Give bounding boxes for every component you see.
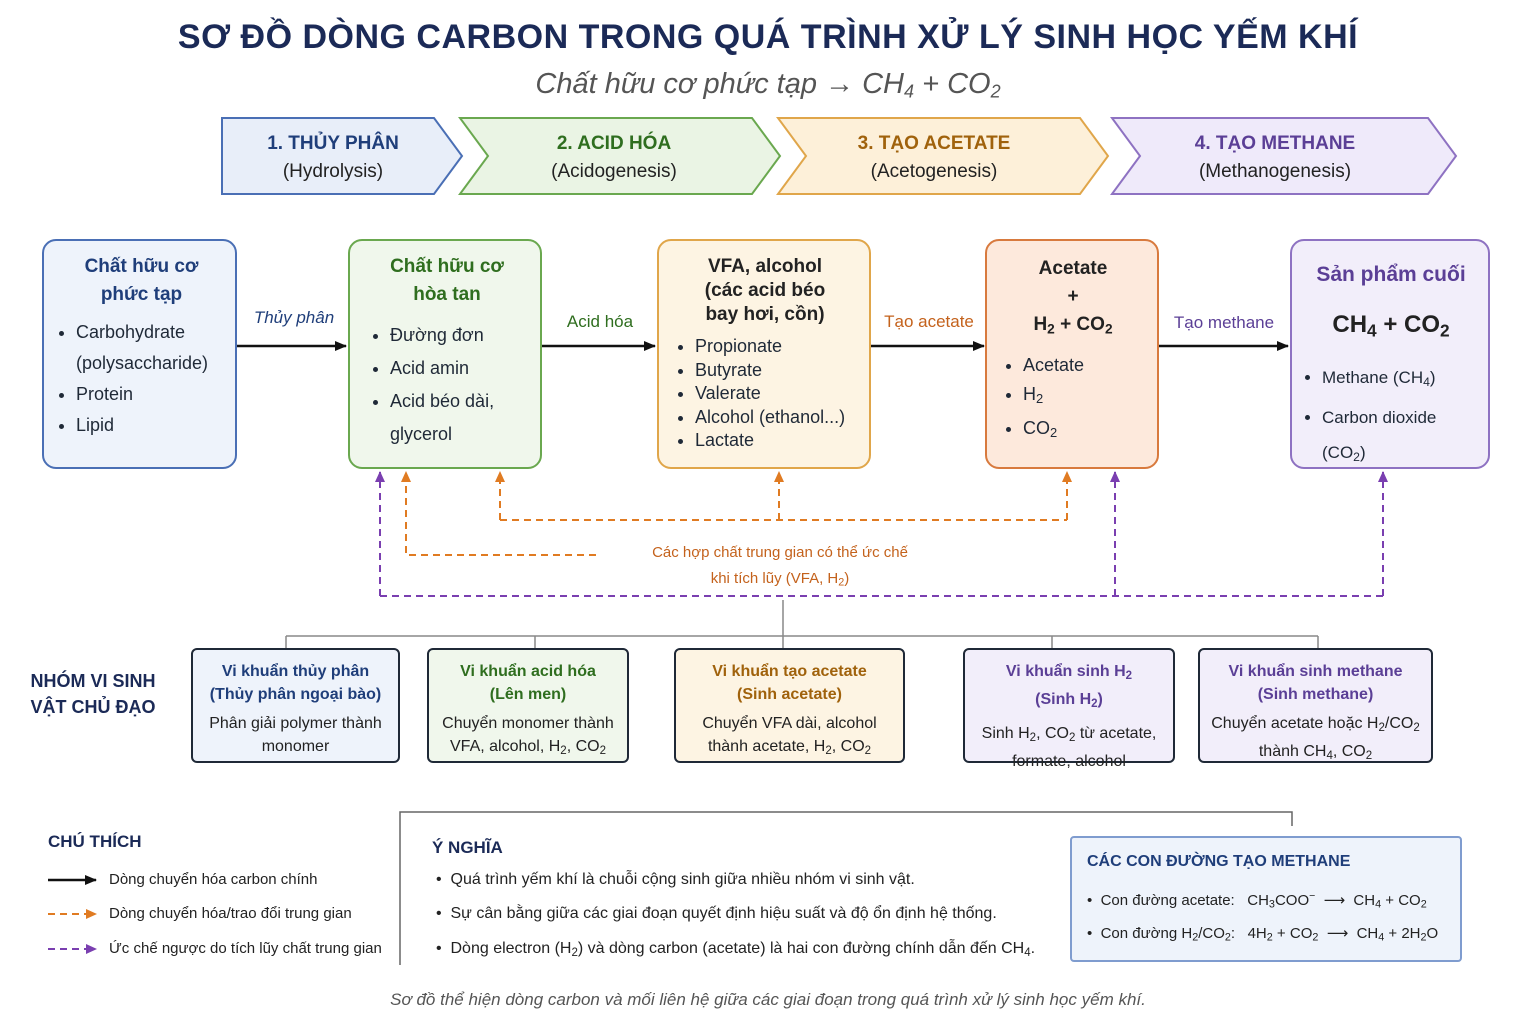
stage-1-label: 1. THỦY PHÂN (Hydrolysis) xyxy=(267,133,399,182)
pathway-h2-co2: • Con đường $H_2/CO_2$: $4H_2 + CO_2$ ⟶ $CH_4 + 2H_2O$ xyxy=(1087,925,1439,944)
legend-item-main: Dòng chuyển hóa carbon chính xyxy=(109,871,318,888)
footer-caption: Sơ đồ thể hiện dòng carbon và mối liên hệ giữa các giai đoạn trong quá trình xử lý sinh học yếm khí. xyxy=(390,990,1146,1009)
edge-label-acidogenesis: Acid hóa xyxy=(566,312,634,331)
stage-2-label: 2. ACID HÓA (Acidogenesis) xyxy=(551,133,677,182)
stage-4-label: 4. TẠO METHANE (Methanogenesis) xyxy=(1194,133,1356,182)
microbe-hydrolytic: Vi khuẩn thủy phân (Thủy phân ngoại bào) Phân giải polymer thành monomer xyxy=(191,648,400,763)
legend-item-intermediate: Dòng chuyển hóa/trao đổi trung gian xyxy=(109,905,352,922)
microbe-connectors xyxy=(286,600,1318,648)
page-subtitle: Chất hữu cơ phức tạp → $CH_4 + CO_2$ xyxy=(535,68,1001,102)
legend-title: CHÚ THÍCH xyxy=(48,832,142,851)
inhibition-note: Các hợp chất trung gian có thể ức chế khi tích lũy (VFA, $H_2$) xyxy=(652,544,908,589)
meaning-item-1: • Quá trình yếm khí là chuỗi cộng sinh giữa nhiều nhóm vi sinh vật. xyxy=(436,871,915,888)
microbe-section-label: NHÓM VI SINH VẬT CHỦ ĐẠO xyxy=(30,671,156,717)
methane-pathways-box xyxy=(1070,836,1462,962)
box-soluble-organics: Chất hữu cơ hòa tan • Đường đơn • Acid amin • Acid béo dài, glycerol xyxy=(348,239,542,469)
edge-label-hydrolysis: Thủy phân xyxy=(253,308,335,327)
pathways-title: CÁC CON ĐƯỜNG TẠO METHANE xyxy=(1087,853,1351,870)
edge-label-methanogenesis: Tạo methane xyxy=(1173,313,1275,332)
box-final-products: Sản phẩm cuối $CH_4 + CO_2$ • Methane $(CH_4)$ • Carbon dioxide $(CO_2)$ xyxy=(1290,239,1490,469)
meaning-title: Ý NGHĨA xyxy=(432,838,503,857)
box-complex-organics: Chất hữu cơ phức tạp • Carbohydrate (polysaccharide) • Protein • Lipid xyxy=(42,239,237,469)
microbe-acidogenic: Vi khuẩn acid hóa (Lên men) Chuyển monomer thành VFA, alcohol, $H_2$, $CO_2$ xyxy=(427,648,629,763)
stage-3-label: 3. TẠO ACETATE (Acetogenesis) xyxy=(857,133,1011,182)
meaning-item-3: • Dòng electron $(H_2)$ và dòng carbon (acetate) là hai con đường chính dẫn đến $CH_4$. xyxy=(436,940,1036,959)
pathway-acetate: • Con đường acetate: $CH_3COO^-$ ⟶ $CH_4 + CO_2$ xyxy=(1087,890,1427,911)
legend-item-inhibition: Ức chế ngược do tích lũy chất trung gian xyxy=(109,940,382,957)
box-acetate-h2-co2: Acetate + $H_2 + CO_2$ • Acetate • $H_2$ • $CO_2$ xyxy=(985,239,1159,469)
microbe-h2-producing: Vi khuẩn $\sinh H_2$ (Sinh $H_2$) Sinh $H_2$, $CO_2$ từ acetate, formate, alcohol xyxy=(963,648,1175,763)
edge-label-acetogenesis: Tạo acetate xyxy=(884,312,974,331)
page-title: SƠ ĐỒ DÒNG CARBON TRONG QUÁ TRÌNH XỬ LÝ SINH HỌC YẾM KHÍ xyxy=(177,18,1359,56)
microbe-methanogenic: Vi khuẩn sinh methane (Sinh methane) Chuyển acetate hoặc $H_2/CO_2$ thành $CH_4$, $CO_2$ xyxy=(1198,648,1433,763)
box-vfa-alcohol: VFA, alcohol (các acid béo bay hơi, cồn) • Propionate • Butyrate • Valerate • Alcohol (ethanol...) • Lactate xyxy=(657,239,871,469)
meaning-item-2: • Sự cân bằng giữa các giai đoạn quyết định hiệu suất và độ ổn định hệ thống. xyxy=(436,905,997,922)
microbe-acetogenic: Vi khuẩn tạo acetate (Sinh acetate) Chuyển VFA dài, alcohol thành acetate, $H_2$, $CO_2$ xyxy=(674,648,905,763)
